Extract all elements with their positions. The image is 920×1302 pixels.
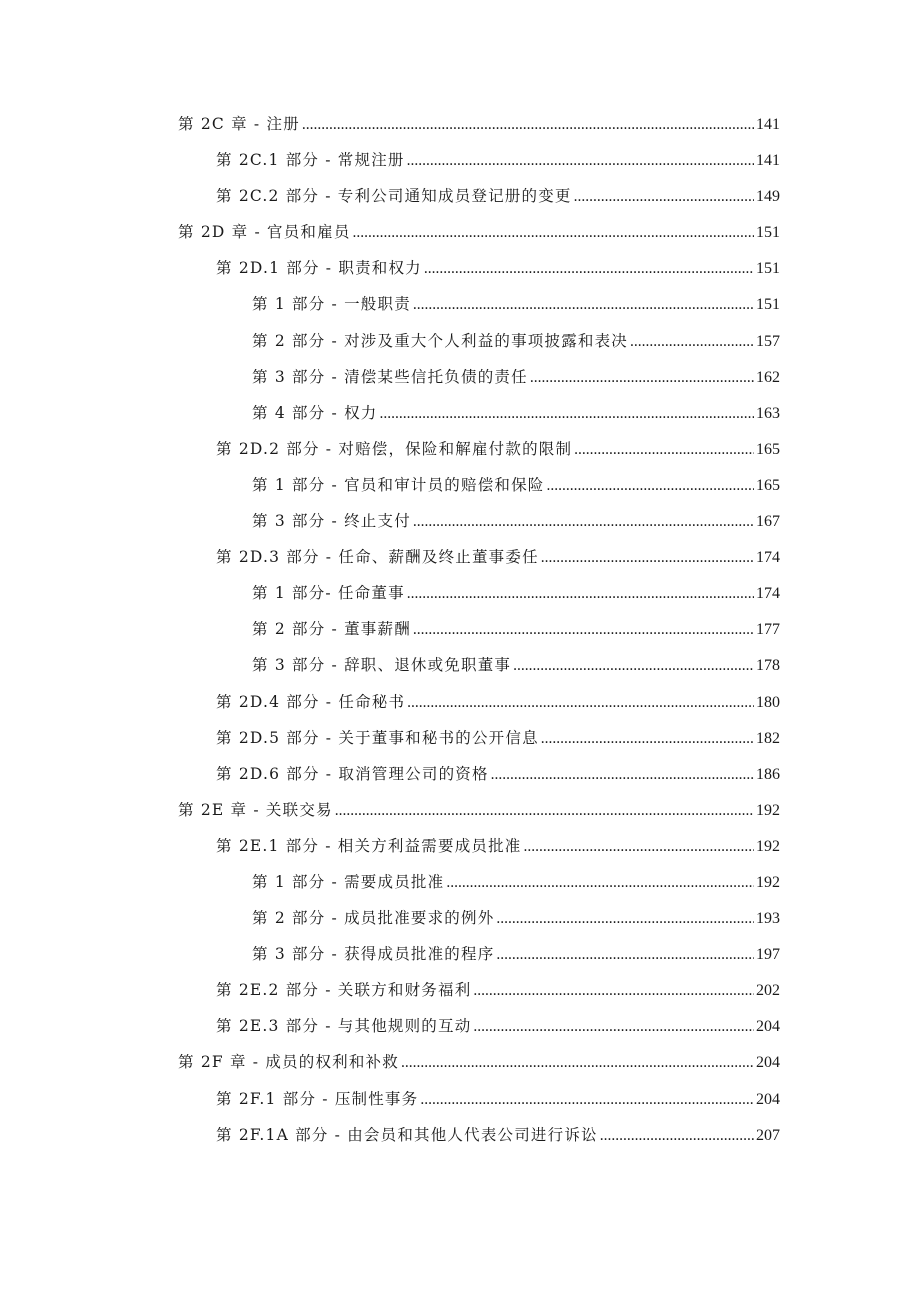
toc-dot-leader [446, 874, 754, 892]
toc-dot-leader [473, 1018, 754, 1036]
toc-entry-title: 第 2D.6 部分 - 取消管理公司的资格 [216, 764, 489, 783]
toc-page-number: 157 [756, 332, 780, 350]
toc-entry[interactable] [178, 509, 780, 545]
toc-entry-title: 第 2E.2 部分 - 关联方和财务福利 [216, 981, 472, 1000]
toc-entry[interactable] [178, 184, 780, 220]
toc-entry-title: 第 2E.1 部分 - 相关方利益需要成员批准 [216, 836, 522, 855]
toc-entry[interactable] [178, 256, 780, 292]
toc-page-number: 162 [756, 368, 780, 386]
toc-entry-title: 第 3 部分 - 获得成员批准的程序 [252, 945, 495, 964]
toc-page-number: 182 [756, 729, 780, 747]
toc-entry-title: 第 1 部分- 任命董事 [252, 584, 405, 603]
toc-entry[interactable] [178, 906, 780, 942]
toc-page-number: 151 [756, 296, 780, 314]
toc-page-number: 192 [756, 801, 780, 819]
toc-entry[interactable] [178, 834, 780, 870]
toc-dot-leader [491, 766, 754, 784]
toc-dot-leader [541, 730, 754, 748]
toc-page-number: 204 [756, 1090, 780, 1108]
toc-entry[interactable] [178, 762, 780, 798]
toc-entry-title: 第 2C.2 部分 - 专利公司通知成员登记册的变更 [216, 187, 572, 206]
toc-dot-leader [407, 585, 754, 603]
toc-dot-leader [574, 188, 754, 206]
toc-entry[interactable] [178, 581, 780, 617]
toc-entry-title: 第 3 部分 - 清偿某些信托负债的责任 [252, 367, 528, 386]
toc-page-number: 151 [756, 260, 780, 278]
toc-page-number: 177 [756, 621, 780, 639]
toc-entry[interactable] [178, 365, 780, 401]
toc-page-number: 141 [756, 116, 780, 133]
toc-entry-title: 第 2D.3 部分 - 任命、薪酬及终止董事委任 [216, 548, 539, 567]
toc-dot-leader [496, 946, 754, 964]
toc-entry[interactable] [178, 220, 780, 256]
toc-entry[interactable] [178, 401, 780, 437]
toc-page-number: 193 [756, 910, 780, 928]
toc-entry-title: 第 2F 章 - 成员的权利和补救 [178, 1053, 399, 1072]
toc-page-number: 197 [756, 946, 780, 964]
toc-dot-leader [413, 513, 754, 531]
toc-dot-leader [335, 802, 754, 820]
toc-page-number: 163 [756, 404, 780, 422]
toc-entry-title: 第 2D 章 - 官员和雇员 [178, 223, 351, 242]
toc-page-number: 141 [756, 152, 780, 170]
toc-entry-title: 第 2C 章 - 注册 [178, 115, 300, 133]
toc-page-number: 174 [756, 549, 780, 567]
toc-dot-leader [496, 910, 754, 928]
toc-entry-title: 第 2 部分 - 成员批准要求的例外 [252, 909, 495, 928]
toc-entry[interactable] [178, 292, 780, 328]
toc-page-number: 204 [756, 1054, 780, 1072]
toc-page-number: 178 [756, 657, 780, 675]
toc-entry-title: 第 2E.3 部分 - 与其他规则的互动 [216, 1017, 472, 1036]
toc-dot-leader [513, 657, 754, 675]
toc-entry-title: 第 2C.1 部分 - 常规注册 [216, 151, 405, 170]
toc-dot-leader [600, 1127, 754, 1145]
toc-dot-leader [574, 441, 754, 459]
toc-entry-title: 第 1 部分 - 官员和审计员的赔偿和保险 [252, 475, 545, 494]
toc-dot-leader [302, 116, 754, 134]
toc-entry-title: 第 2F.1 部分 - 压制性事务 [216, 1089, 419, 1108]
toc-entry-title: 第 2F.1A 部分 - 由会员和其他人代表公司进行诉讼 [216, 1125, 598, 1144]
toc-entry-title: 第 3 部分 - 终止支付 [252, 512, 411, 531]
toc-entry[interactable] [178, 437, 780, 473]
toc-entry-title: 第 3 部分 - 辞职、退休或免职董事 [252, 656, 512, 675]
toc-entry-title: 第 1 部分 - 一般职责 [252, 295, 411, 314]
toc-dot-leader [524, 838, 754, 856]
toc-entry-title: 第 4 部分 - 权力 [252, 403, 378, 422]
toc-page-number: 174 [756, 585, 780, 603]
toc-entry-title: 第 2D.1 部分 - 职责和权力 [216, 259, 422, 278]
toc-page-number: 167 [756, 513, 780, 531]
toc-dot-leader [413, 296, 754, 314]
toc-page-number: 207 [756, 1126, 780, 1144]
toc-entry[interactable] [178, 148, 780, 184]
toc-page-number: 165 [756, 440, 780, 458]
toc-entry[interactable] [178, 1014, 780, 1050]
toc-dot-leader [413, 621, 754, 639]
toc-entry-title: 第 2 部分 - 对涉及重大个人利益的事项披露和表决 [252, 331, 629, 350]
toc-entry-title: 第 1 部分 - 需要成员批准 [252, 872, 445, 891]
toc-dot-leader [473, 982, 754, 1000]
toc-page-number: 204 [756, 1018, 780, 1036]
toc-entry-title: 第 2D.2 部分 - 对赔偿，保险和解雇付款的限制 [216, 439, 573, 458]
toc-entry[interactable] [178, 942, 780, 978]
toc-page-number: 180 [756, 693, 780, 711]
toc-entry-title: 第 2 部分 - 董事薪酬 [252, 620, 411, 639]
toc-dot-leader [424, 260, 754, 278]
toc-dot-leader [407, 152, 754, 170]
toc-entry[interactable] [178, 617, 780, 653]
toc-entry[interactable] [178, 690, 780, 726]
toc-entry[interactable] [178, 1087, 780, 1123]
toc-entry[interactable] [178, 1123, 780, 1159]
toc-dot-leader [420, 1091, 754, 1109]
table-of-contents [178, 112, 780, 1159]
toc-entry[interactable] [178, 798, 780, 834]
toc-entry[interactable] [178, 1050, 780, 1086]
toc-entry[interactable] [178, 329, 780, 365]
toc-entry-title: 第 2E 章 - 关联交易 [178, 800, 333, 819]
toc-dot-leader [541, 549, 754, 567]
toc-page-number: 186 [756, 765, 780, 783]
toc-entry[interactable] [178, 545, 780, 581]
toc-page-number: 165 [756, 476, 780, 494]
toc-page-number: 149 [756, 188, 780, 206]
toc-entry[interactable] [178, 870, 780, 906]
toc-dot-leader [353, 224, 754, 242]
toc-entry[interactable] [178, 978, 780, 1014]
toc-dot-leader [380, 405, 754, 423]
toc-page-number: 202 [756, 982, 780, 1000]
toc-page-number: 192 [756, 873, 780, 891]
toc-entry-title: 第 2D.5 部分 - 关于董事和秘书的公开信息 [216, 728, 539, 747]
toc-entry[interactable] [178, 112, 780, 148]
toc-entry[interactable] [178, 653, 780, 689]
toc-dot-leader [530, 369, 754, 387]
toc-entry[interactable] [178, 473, 780, 509]
toc-dot-leader [547, 477, 754, 495]
toc-dot-leader [401, 1054, 754, 1072]
toc-page-number: 192 [756, 837, 780, 855]
toc-dot-leader [630, 333, 754, 351]
toc-entry[interactable] [178, 726, 780, 762]
toc-dot-leader [407, 694, 754, 712]
toc-page-number: 151 [756, 224, 780, 242]
toc-entry-title: 第 2D.4 部分 - 任命秘书 [216, 692, 406, 711]
